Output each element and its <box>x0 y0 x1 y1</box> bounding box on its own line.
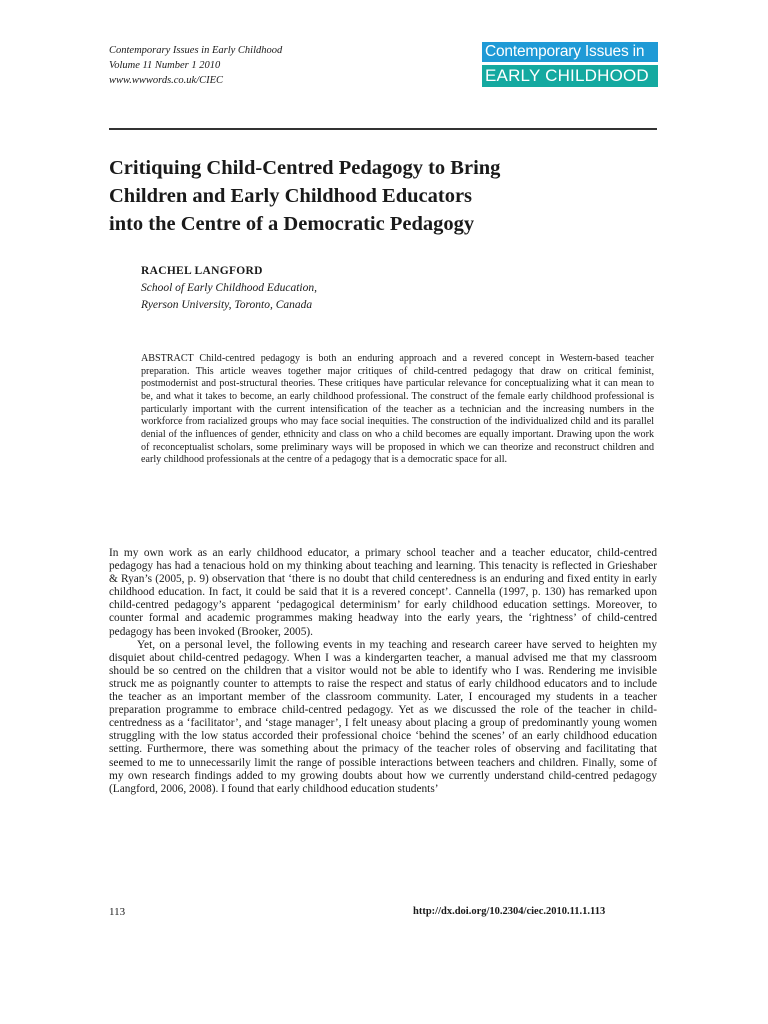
article-title <box>109 154 649 238</box>
author-block <box>141 263 317 314</box>
body-paragraph: In my own work as an early childhood educator, a primary school teacher and a teacher educator, child-centred pedagogy has had a tenacious hold on my thinking about teaching and learning. This tenacity is reflected in Grieshaber & Ryan’s (2005, p. 9) observation that ‘there is no doubt that child centeredness is an enduring and fixed entity in early childhood education. In fact, it could be said that it is a revered concept’. Cannella (1997, p. 130) has remarked upon child-centred pedagogy’s apparent ‘pedagogical determinism’ for early childhood education settings. Moreover, to counter formal and academic programmes making headway into the early years, the ‘rightness’ of child-centred pedagogy has been invoked (Brooker, 2005). <box>109 547 657 638</box>
journal-name: Contemporary Issues in Early Childhood <box>109 45 283 56</box>
author-name: RACHEL LANGFORD <box>141 265 263 277</box>
affiliation-line: School of Early Childhood Education, <box>141 282 317 294</box>
page-number: 113 <box>109 906 126 918</box>
affiliation-line: Ryerson University, Toronto, Canada <box>141 299 313 311</box>
doi-link[interactable]: http://dx.doi.org/10.2304/ciec.2010.11.1.113 <box>413 906 606 917</box>
journal-info <box>109 43 282 88</box>
journal-volume: Volume 11 Number 1 2010 <box>109 60 221 71</box>
journal-logo <box>482 42 658 87</box>
title-line: Critiquing Child-Centred Pedagogy to Bring <box>109 157 501 179</box>
logo-line-1: Contemporary Issues in <box>482 42 658 62</box>
logo-line-2: EARLY CHILDHOOD <box>482 65 658 87</box>
body-text <box>109 547 657 796</box>
abstract: ABSTRACT Child-centred pedagogy is both an enduring approach and a revered concept in Western-based teacher preparation. This article weaves together major critiques of child-centred pedagogy that draw on critical feminist, postmodernist and post-structural theories. These critiques have particular relevance for conceptualizing what it can mean to be, and what it takes to become, an early childhood professional. The construct of the female early childhood professional is particularly important with the current intensification of the teacher as a technician and the increasing numbers in the workforce from racialized groups who may face social inequities. The construction of the individualized child and its parallel denial of the influences of gender, ethnicity and class on who a child becomes are equally important. Drawing upon the work of reconceptualist scholars, some preliminary ways will be proposed in which we can theorize and reconstruct children and early childhood professionals at the centre of a pedagogy that is a democratic space for all. <box>141 353 654 466</box>
title-line: Children and Early Childhood Educators <box>109 185 473 207</box>
journal-url: www.wwwords.co.uk/CIEC <box>109 75 224 86</box>
title-line: into the Centre of a Democratic Pedagogy <box>109 213 475 235</box>
body-paragraph: Yet, on a personal level, the following events in my teaching and research career have served to heighten my disquiet about child-centred pedagogy. When I was a kindergarten teacher, a manual advised me that my classroom should be so centred on the children that a visitor would not be able to identify who I was. Rendering me invisible struck me as poignantly counter to attempts to raise the respect and status of early childhood educators and to include the teacher as an important member of the classroom community. Later, I encouraged my students in a teacher preparation programme to embrace child-centred pedagogy. Yet as we discussed the role of the teacher in child-centredness as a ‘facilitator’, and ‘stage manager’, I felt uneasy about placing a group of predominantly young women struggling with the low status accorded their professional choice ‘behind the scenes’ of an early childhood education setting. Furthermore, there was something about the primacy of the teacher roles of observing and facilitating that seemed to me to unnecessarily limit the range of possible interactions between teachers and children. Finally, some of my own research findings added to my growing doubts about how we currently understand child-centred pedagogy (Langford, 2006, 2008). I found that early childhood education students’ <box>109 638 657 795</box>
header-rule <box>109 128 657 130</box>
